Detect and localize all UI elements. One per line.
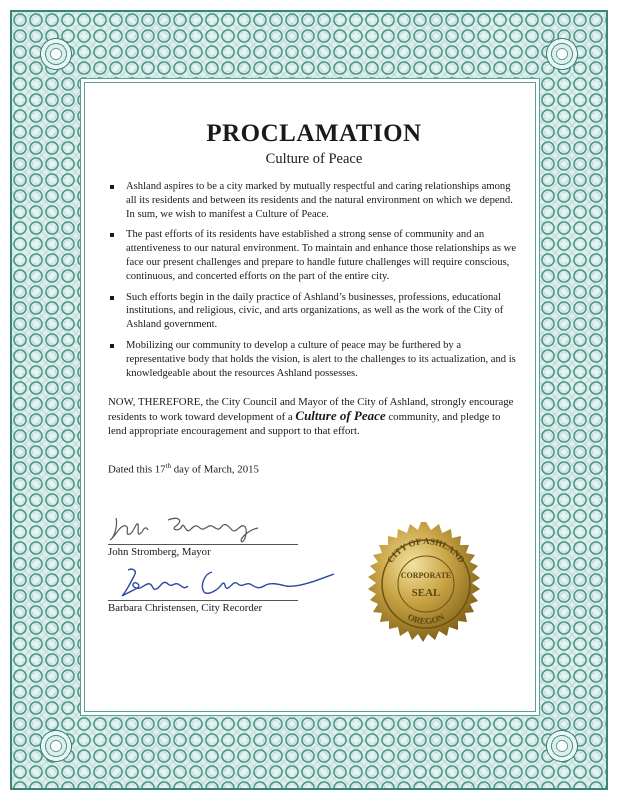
date-suffix: th [165,462,172,471]
whereas-list [108,180,520,380]
resolution-paragraph [108,395,520,438]
corner-rosette [36,726,76,766]
recorder-signature-block [108,566,348,614]
document-subtitle: Culture of Peace [265,151,363,167]
mayor-name: John Stromberg, Mayor [108,546,211,558]
date-prefix: Dated this 17 [108,463,166,476]
signature-line [108,600,298,601]
signature-line [108,544,298,545]
date-rest: day of March, 2015 [173,463,259,476]
recorder-signature [108,566,348,600]
resolution-emphasis: Culture of Peace [295,408,386,424]
list-item: The past efforts of its residents have established a strong sense of community and an attentiveness to our natural environment. To maintain and enhance those relationships as we face our present challenges and prepare to handle future challenges will require conscious, continuous, and concerted efforts on the part of the entire city. [108,228,520,283]
resolution-tail: community, and pledge to lend appropriate encouragement and support to that effort. [108,411,501,438]
document-title: PROCLAMATION [206,120,422,147]
corporate-seal [364,522,488,646]
list-item: Ashland aspires to be a city marked by mutually respectful and caring relationships among all its residents and between its residents and the natural environment on which we depend. In sum, we wish to manifest a Culture of Peace. [108,180,520,221]
seal-corporate-text: CORPORATE [400,571,452,580]
corner-rosette [542,726,582,766]
date-line [108,462,520,476]
seal-top-text: CITY OF ASHLAND [385,535,467,565]
seal-bottom-text: OREGON [406,611,446,627]
mayor-signature [108,514,278,544]
mayor-signature-block [108,514,298,558]
signature-stroke [122,569,334,596]
signature-stroke [110,518,258,542]
resolution-lead: NOW, THEREFORE, the City Council and Mayor of the City of Ashland, strongly encourage residents to work toward development of a [108,396,514,424]
recorder-name: Barbara Christensen, City Recorder [108,602,263,614]
list-item: Such efforts begin in the daily practice of Ashland’s businesses, professions, educational institutions, and religious, civic, and arts organizations, as well as the work of the City of Ashland government. [108,291,520,332]
seal-seal-text: SEAL [411,587,441,599]
corner-rosette [36,34,76,74]
corner-rosette [542,34,582,74]
proclamation-body [108,120,520,476]
list-item: Mobilizing our community to develop a culture of peace may be furthered by a representative body that holds the vision, is alert to the challenges to its actualization, and is knowledgeable about the resources Ashland possesses. [108,339,520,380]
